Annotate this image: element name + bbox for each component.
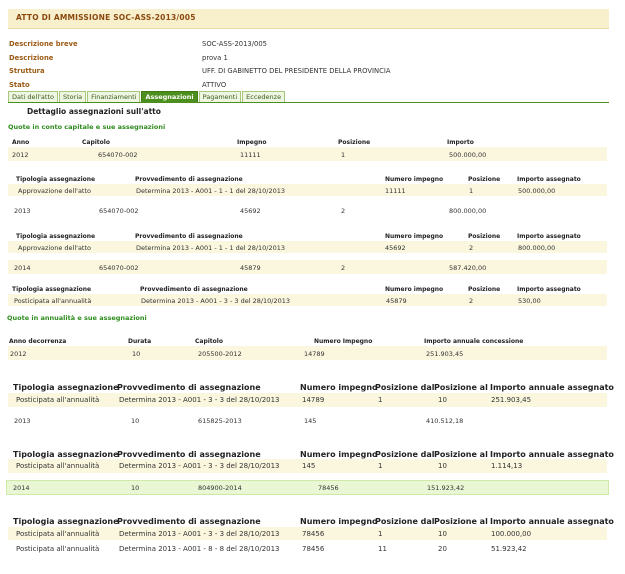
- cap-sub3-importo: 530,00: [518, 297, 541, 305]
- ann-sub1-header-provvedimento: Provvedimento di assegnazione: [117, 383, 261, 392]
- ann-header-importo: Importo annuale concessione: [424, 338, 524, 345]
- ann-sub3b-provvedimento: Determina 2013 - A001 - 8 - 8 del 28/10/2013: [119, 545, 280, 553]
- value-stato: ATTIVO: [202, 81, 227, 89]
- cap-sub2-header-provvedimento: Provvedimento di assegnazione: [135, 233, 243, 240]
- cap-sub3-posizione: 2: [469, 297, 474, 305]
- cap-sub1-importo: 500.000,00: [518, 187, 556, 195]
- cap-sub1-tipologia: Approvazione dell'atto: [18, 187, 91, 195]
- cap-sub3-header-importo: Importo assegnato: [517, 286, 581, 293]
- ann-sub1-pos-dal: 1: [378, 396, 383, 404]
- ann-sub1-numero: 14789: [302, 396, 325, 404]
- table-row-selected[interactable]: [6, 480, 609, 495]
- value-struttura: UFF. DI GABINETTO DEL PRESIDENTE DELLA PROVINCIA: [202, 67, 391, 75]
- tab-divider: [8, 102, 609, 103]
- cap-sub1-posizione: 1: [469, 187, 474, 195]
- ann-row1-durata: 10: [132, 350, 141, 358]
- cap-header-importo: Importo: [447, 139, 474, 146]
- cap-sub2-header-numero: Numero impegno: [385, 233, 444, 240]
- cap-sub2-header-posizione: Posizione: [468, 233, 501, 240]
- ann-row3-capitolo: 804900-2014: [198, 484, 242, 492]
- cap-row1-posizione: 1: [341, 151, 346, 159]
- label-descrizione: Descrizione: [9, 54, 54, 62]
- cap-sub3-provvedimento: Determina 2013 - A001 - 3 - 3 del 28/10/2013: [141, 297, 291, 305]
- ann-row2-impegno: 145: [304, 417, 317, 425]
- label-stato: Stato: [9, 81, 30, 89]
- ann-sub2-provvedimento: Determina 2013 - A001 - 3 - 3 del 28/10/2013: [119, 462, 280, 470]
- ann-sub2-header-importo: Importo annuale assegnato: [490, 450, 614, 459]
- cap-row2-anno: 2013: [14, 207, 31, 215]
- tab-assegnazioni[interactable]: Assegnazioni: [141, 91, 197, 103]
- ann-sub3-header-numero: Numero impegno: [300, 517, 378, 526]
- tab-pagamenti[interactable]: Pagamenti: [199, 91, 242, 103]
- ann-sub2-header-provvedimento: Provvedimento di assegnazione: [117, 450, 261, 459]
- value-descrizione: prova 1: [202, 54, 228, 62]
- ann-sub3a-pos-dal: 1: [378, 530, 383, 538]
- ann-sub3-header-pos-al: Posizione al: [434, 517, 488, 526]
- ann-row2-anno: 2013: [14, 417, 31, 425]
- ann-header-capitolo: Capitolo: [195, 338, 223, 345]
- ann-sub2-tipologia: Posticipata all'annualità: [16, 462, 100, 470]
- cap-sub2-header-tipologia: Tipologia assegnazione: [16, 233, 96, 240]
- cap-header-impegno: Impegno: [237, 139, 267, 146]
- label-struttura: Struttura: [9, 67, 45, 75]
- ann-sub2-header-numero: Numero impegno: [300, 450, 378, 459]
- ann-sub1-header-importo: Importo annuale assegnato: [490, 383, 614, 392]
- ann-sub1-tipologia: Posticipata all'annualità: [16, 396, 100, 404]
- ann-sub3b-numero: 78456: [302, 545, 325, 553]
- page-title: ATTO DI AMMISSIONE SOC-ASS-2013/005: [16, 13, 196, 22]
- ann-header-impegno: Numero Impegno: [314, 338, 373, 345]
- ann-header-anno: Anno decorrenza: [9, 338, 67, 345]
- cap-row3-anno: 2014: [14, 264, 31, 272]
- cap-sub3-header-tipologia: Tipologia assegnazione: [12, 286, 92, 293]
- ann-row3-anno: 2014: [13, 484, 30, 492]
- cap-sub1-header-tipologia: Tipologia assegnazione: [16, 176, 96, 183]
- ann-row1-importo: 251.903,45: [426, 350, 464, 358]
- cap-header-posizione: Posizione: [338, 139, 371, 146]
- ann-sub3b-pos-al: 20: [438, 545, 447, 553]
- cap-sub1-header-provvedimento: Provvedimento di assegnazione: [135, 176, 243, 183]
- cap-row3-posizione: 2: [341, 264, 346, 272]
- page-header: [8, 9, 609, 29]
- cap-sub3-tipologia: Posticipata all'annualità: [14, 297, 92, 305]
- cap-sub3-numero: 45879: [386, 297, 407, 305]
- ann-header-durata: Durata: [128, 338, 152, 345]
- annualita-title: Quote in annualità e sue assegnazioni: [7, 314, 147, 322]
- cap-row1-anno: 2012: [12, 151, 29, 159]
- capitale-title: Quote in conto capitale e sue assegnazioni: [8, 123, 166, 131]
- ann-sub1-importo: 251.903,45: [491, 396, 532, 404]
- ann-sub3a-pos-al: 10: [438, 530, 447, 538]
- ann-sub2-header-pos-dal: Posizione dal: [375, 450, 435, 459]
- cap-sub1-provvedimento: Determina 2013 - A001 - 1 - 1 del 28/10/2013: [136, 187, 286, 195]
- tab-dati-atto[interactable]: Dati dell'atto: [8, 91, 58, 103]
- cap-sub1-numero: 11111: [385, 187, 406, 195]
- ann-sub3b-pos-dal: 11: [378, 545, 387, 553]
- ann-sub3-header-importo: Importo annuale assegnato: [490, 517, 614, 526]
- cap-sub1-header-numero: Numero impegno: [385, 176, 444, 183]
- ann-sub3-header-tipologia: Tipologia assegnazione: [13, 517, 119, 526]
- ann-sub3a-provvedimento: Determina 2013 - A001 - 3 - 3 del 28/10/2013: [119, 530, 280, 538]
- ann-sub1-header-pos-al: Posizione al: [434, 383, 488, 392]
- cap-row3-capitolo: 654070-002: [99, 264, 139, 272]
- section-title: Dettaglio assegnazioni sull'atto: [27, 107, 161, 116]
- cap-sub3-header-numero: Numero impegno: [385, 286, 444, 293]
- tab-storia[interactable]: Storia: [59, 91, 86, 103]
- tab-finanziamenti[interactable]: Finanziamenti: [87, 91, 140, 103]
- ann-sub3-header-provvedimento: Provvedimento di assegnazione: [117, 517, 261, 526]
- cap-sub1-header-posizione: Posizione: [468, 176, 501, 183]
- cap-sub1-header-importo: Importo assegnato: [517, 176, 581, 183]
- cap-row1-capitolo: 654070-002: [98, 151, 138, 159]
- cap-sub2-header-importo: Importo assegnato: [517, 233, 581, 240]
- value-descrizione-breve: SOC-ASS-2013/005: [202, 40, 268, 48]
- ann-row1-capitolo: 205500-2012: [198, 350, 242, 358]
- table-row: [8, 260, 607, 274]
- ann-sub3b-importo: 51.923,42: [491, 545, 527, 553]
- cap-sub3-header-posizione: Posizione: [468, 286, 501, 293]
- ann-sub2-importo: 1.114,13: [491, 462, 523, 470]
- ann-row1-impegno: 14789: [304, 350, 325, 358]
- ann-sub2-pos-al: 10: [438, 462, 447, 470]
- ann-sub1-provvedimento: Determina 2013 - A001 - 3 - 3 del 28/10/2013: [119, 396, 280, 404]
- ann-row3-importo: 151.923,42: [427, 484, 465, 492]
- ann-row2-importo: 410.512,18: [426, 417, 464, 425]
- cap-row1-importo: 500.000,00: [449, 151, 487, 159]
- cap-row3-importo: 587.420,00: [449, 264, 487, 272]
- cap-row3-impegno: 45879: [240, 264, 261, 272]
- ann-sub1-header-pos-dal: Posizione dal: [375, 383, 435, 392]
- cap-row1-impegno: 11111: [240, 151, 261, 159]
- ann-sub1-pos-al: 10: [438, 396, 447, 404]
- cap-sub2-tipologia: Approvazione dell'atto: [18, 244, 91, 252]
- cap-sub2-posizione: 2: [469, 244, 474, 252]
- cap-sub2-numero: 45692: [385, 244, 406, 252]
- ann-sub3a-tipologia: Posticipata all'annualità: [16, 530, 100, 538]
- ann-sub1-header-numero: Numero impegno: [300, 383, 378, 392]
- tab-bar: [8, 91, 286, 102]
- ann-sub3a-importo: 100.000,00: [491, 530, 532, 538]
- ann-sub2-numero: 145: [302, 462, 316, 470]
- ann-row3-durata: 10: [131, 484, 140, 492]
- cap-row2-posizione: 2: [341, 207, 346, 215]
- ann-row1-anno: 2012: [10, 350, 27, 358]
- ann-row2-durata: 10: [131, 417, 140, 425]
- tab-eccedenze[interactable]: Eccedenze: [242, 91, 285, 103]
- label-descrizione-breve: Descrizione breve: [9, 40, 78, 48]
- ann-sub3-header-pos-dal: Posizione dal: [375, 517, 435, 526]
- cap-sub2-importo: 800.000,00: [518, 244, 556, 252]
- ann-sub2-header-tipologia: Tipologia assegnazione: [13, 450, 119, 459]
- cap-row2-capitolo: 654070-002: [99, 207, 139, 215]
- cap-header-capitolo: Capitolo: [82, 139, 110, 146]
- cap-sub3-header-provvedimento: Provvedimento di assegnazione: [140, 286, 248, 293]
- cap-row2-importo: 800.000,00: [449, 207, 487, 215]
- ann-sub2-pos-dal: 1: [378, 462, 383, 470]
- ann-sub3a-numero: 78456: [302, 530, 325, 538]
- cap-sub2-provvedimento: Determina 2013 - A001 - 1 - 1 del 28/10/2013: [136, 244, 286, 252]
- ann-sub2-header-pos-al: Posizione al: [434, 450, 488, 459]
- cap-row2-impegno: 45692: [240, 207, 261, 215]
- ann-row3-impegno: 78456: [318, 484, 339, 492]
- ann-sub1-header-tipologia: Tipologia assegnazione: [13, 383, 119, 392]
- ann-sub3b-tipologia: Posticipata all'annualità: [16, 545, 100, 553]
- cap-header-anno: Anno: [12, 139, 30, 146]
- ann-row2-capitolo: 615825-2013: [198, 417, 242, 425]
